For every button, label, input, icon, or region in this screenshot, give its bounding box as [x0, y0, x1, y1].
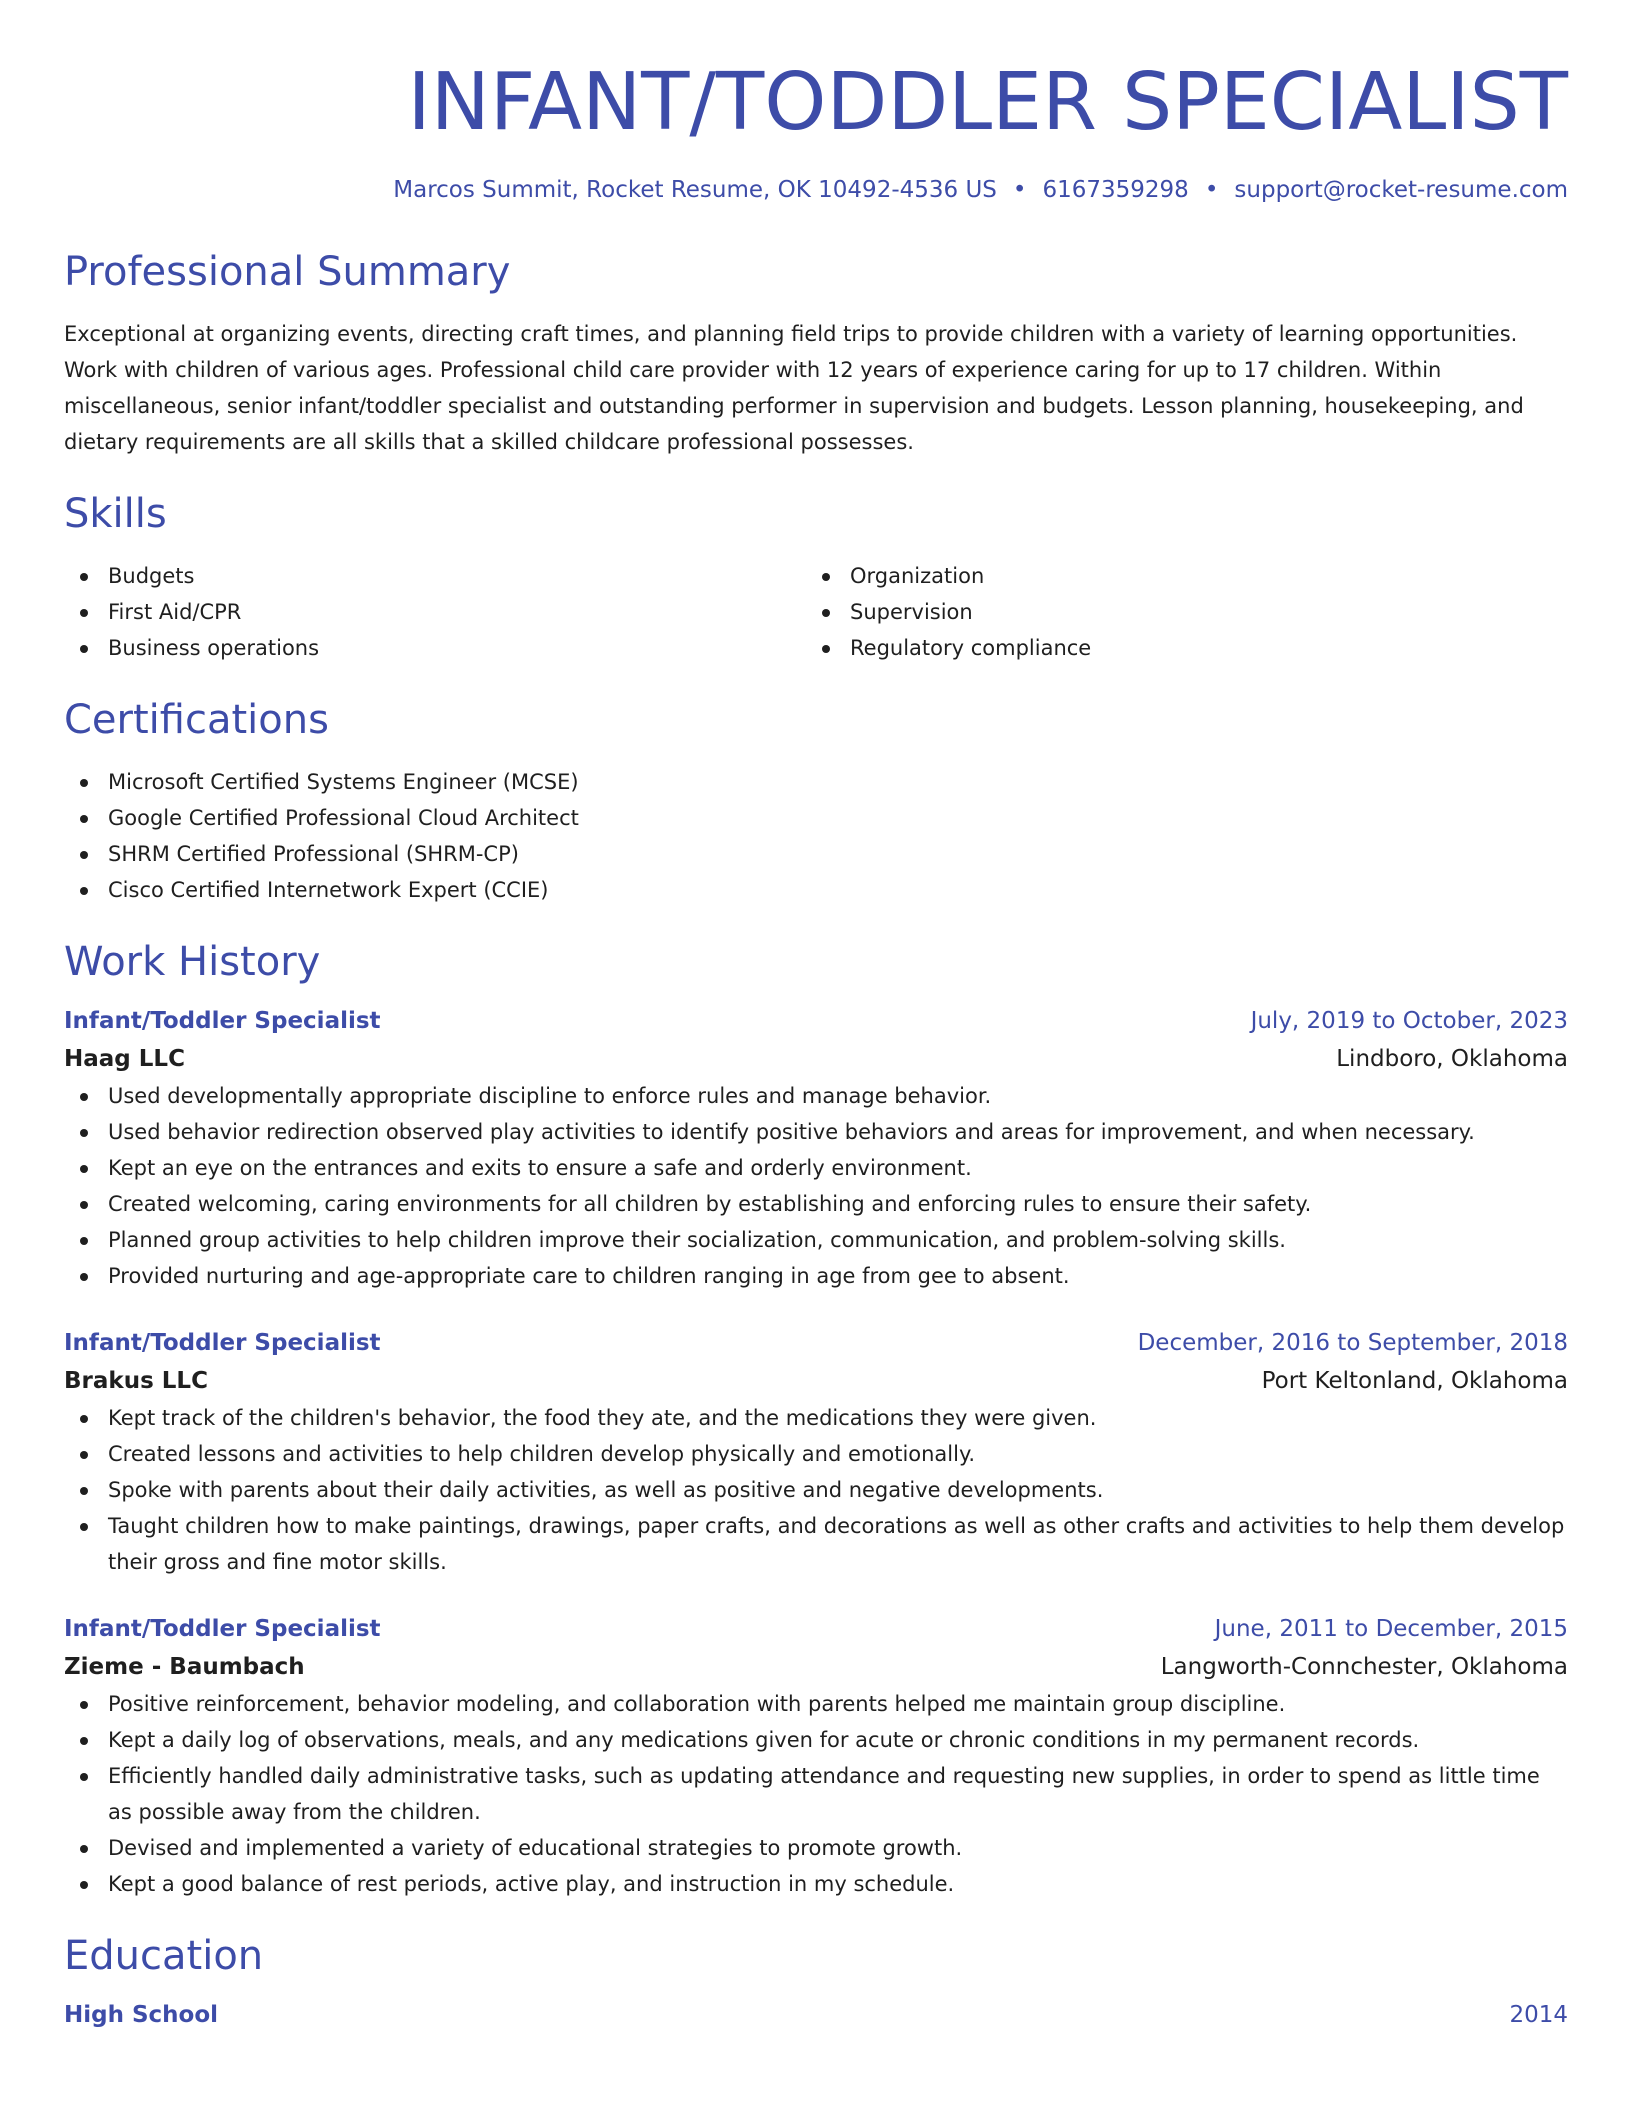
- skills-heading: Skills: [64, 491, 167, 537]
- skills-column-left: [64, 558, 806, 666]
- job-company-row: [64, 1362, 1568, 1400]
- job-duty-item: Planned group activities to help children improve their socialization, communication, and problem-solving skills.: [64, 1222, 1568, 1258]
- skills-column-right: [806, 558, 1548, 666]
- skills-grid: [64, 558, 1568, 666]
- resume-page: [64, 0, 1568, 2034]
- certification-item: Cisco Certified Internetwork Expert (CCIE): [64, 872, 1568, 908]
- skills-section: [64, 486, 1568, 666]
- certification-item: SHRM Certified Professional (SHRM-CP): [64, 836, 1568, 872]
- job-dates: December, 2016 to September, 2018: [1137, 1330, 1568, 1356]
- certifications-heading: Certifications: [64, 697, 329, 743]
- job-duty-item: Efficiently handled daily administrative tasks, such as updating attendance and requesting new supplies, in order to spend as little time as possible away from the children.: [64, 1758, 1568, 1830]
- job-duty-item: Kept a daily log of observations, meals, and any medications given for acute or chronic conditions in my permanent records.: [64, 1722, 1568, 1758]
- job-title-row: [64, 1002, 1568, 1040]
- job-company: Brakus LLC: [64, 1368, 208, 1394]
- education-section: [64, 1928, 1568, 2034]
- job-company-row: [64, 1648, 1568, 1686]
- work-history-heading: Work History: [64, 939, 321, 985]
- job-duty-item: Kept track of the children's behavior, the food they ate, and the medications they were given.: [64, 1400, 1568, 1436]
- candidate-title: INFANT/TODDLER SPECIALIST: [407, 56, 1568, 148]
- skill-item: Business operations: [64, 630, 806, 666]
- job-title: Infant/Toddler Specialist: [64, 1330, 381, 1356]
- job-duty-item: Used behavior redirection observed play activities to identify positive behaviors and areas for improvement, and when necessary.: [64, 1114, 1568, 1150]
- phone-text: 6167359298: [1042, 177, 1189, 203]
- separator-bullet: •: [1012, 177, 1027, 203]
- job-location: Lindboro, Oklahoma: [1336, 1046, 1568, 1072]
- job-duties-list: [64, 1686, 1568, 1902]
- email-link[interactable]: support@rocket-resume.com: [1234, 177, 1568, 203]
- education-heading: Education: [64, 1933, 264, 1979]
- skill-item: Budgets: [64, 558, 806, 594]
- certification-item: Google Certified Professional Cloud Architect: [64, 800, 1568, 836]
- job-entry: [64, 1324, 1568, 1580]
- skill-item: Supervision: [806, 594, 1548, 630]
- job-location: Port Keltonland, Oklahoma: [1261, 1368, 1568, 1394]
- skills-list-left: [64, 558, 806, 666]
- job-title-row: [64, 1610, 1568, 1648]
- summary-heading: Professional Summary: [64, 249, 511, 295]
- job-title: Infant/Toddler Specialist: [64, 1008, 381, 1034]
- certifications-section: [64, 692, 1568, 908]
- job-dates: July, 2019 to October, 2023: [1250, 1008, 1568, 1034]
- skill-item: Organization: [806, 558, 1548, 594]
- job-location: Langworth-Connchester, Oklahoma: [1160, 1654, 1568, 1680]
- job-duty-item: Created welcoming, caring environments for all children by establishing and enforcing rules to ensure their safety.: [64, 1186, 1568, 1222]
- education-year: 2014: [1509, 2002, 1568, 2028]
- job-duty-item: Taught children how to make paintings, drawings, paper crafts, and decorations as well as other crafts and activities to help them develop their gross and fine motor skills.: [64, 1508, 1568, 1580]
- separator-bullet: •: [1204, 177, 1219, 203]
- job-duty-item: Devised and implemented a variety of educational strategies to promote growth.: [64, 1830, 1568, 1866]
- resume-header: [64, 0, 1568, 208]
- job-duty-item: Positive reinforcement, behavior modeling, and collaboration with parents helped me maintain group discipline.: [64, 1686, 1568, 1722]
- summary-text: Exceptional at organizing events, directing craft times, and planning field trips to provide children with a variety of learning opportunities. Work with children of various ages. Professional child care provider with 12 years of experience caring for up to 17 children. Within miscellaneous, senior infant/toddler specialist and outstanding performer in supervision and budgets. Lesson planning, housekeeping, and dietary requirements are all skills that a skilled childcare professional possesses.: [64, 322, 1524, 454]
- job-title-row: [64, 1324, 1568, 1362]
- job-company-row: [64, 1040, 1568, 1078]
- job-duties-list: [64, 1078, 1568, 1294]
- job-duty-item: Kept an eye on the entrances and exits to ensure a safe and orderly environment.: [64, 1150, 1568, 1186]
- job-duty-item: Created lessons and activities to help children develop physically and emotionally.: [64, 1436, 1568, 1472]
- skill-item: Regulatory compliance: [806, 630, 1548, 666]
- work-history-section: [64, 934, 1568, 1902]
- job-entry: [64, 1610, 1568, 1902]
- job-entry: [64, 1002, 1568, 1294]
- education-entry: [64, 1996, 1568, 2034]
- certification-item: Microsoft Certified Systems Engineer (MCSE): [64, 764, 1568, 800]
- summary-section: [64, 244, 1568, 460]
- job-company: Zieme - Baumbach: [64, 1654, 305, 1680]
- contact-line: [64, 172, 1568, 208]
- skills-list-right: [806, 558, 1548, 666]
- skill-item: First Aid/CPR: [64, 594, 806, 630]
- job-company: Haag LLC: [64, 1046, 185, 1072]
- job-duties-list: [64, 1400, 1568, 1580]
- job-duty-item: Kept a good balance of rest periods, active play, and instruction in my schedule.: [64, 1866, 1568, 1902]
- job-title: Infant/Toddler Specialist: [64, 1616, 381, 1642]
- job-dates: June, 2011 to December, 2015: [1214, 1616, 1568, 1642]
- address-text: Marcos Summit, Rocket Resume, OK 10492-4536 US: [393, 177, 997, 203]
- job-duty-item: Spoke with parents about their daily activities, as well as positive and negative developments.: [64, 1472, 1568, 1508]
- job-duty-item: Used developmentally appropriate discipline to enforce rules and manage behavior.: [64, 1078, 1568, 1114]
- job-duty-item: Provided nurturing and age-appropriate care to children ranging in age from gee to absent.: [64, 1258, 1568, 1294]
- certifications-list: [64, 764, 1568, 908]
- education-degree: High School: [64, 2002, 219, 2028]
